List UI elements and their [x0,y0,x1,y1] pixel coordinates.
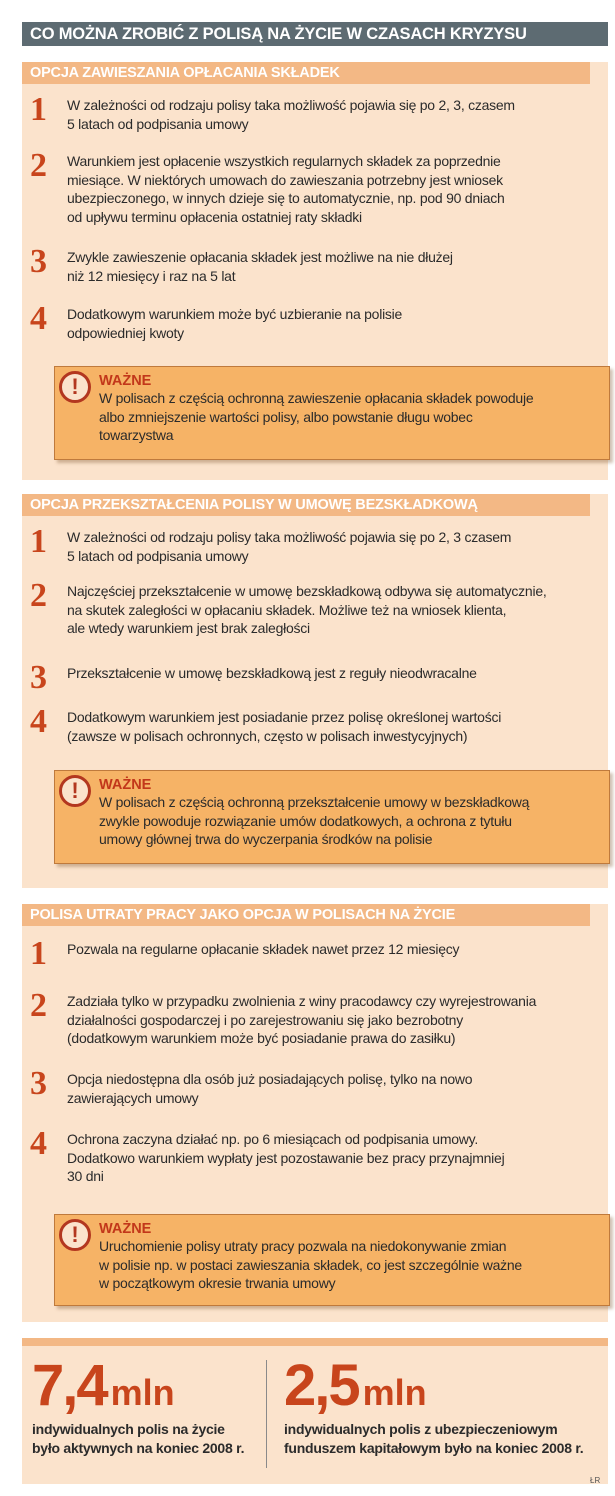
stat-unit: mln [110,1372,175,1413]
section-suspend-premiums [22,62,608,480]
section-header: POLISA UTRATY PRACY JAKO OPCJA W POLISACH NA ŻYCIE [22,904,590,926]
item-number: 4 [30,300,47,337]
note-title: WAŻNE [99,1221,152,1237]
item-number: 3 [30,1065,47,1102]
item-number: 1 [30,935,47,972]
item-text: Przekształcenie w umowę bezskładkową jest z reguły nieodwracalne [67,665,477,681]
note-title: WAŻNE [99,777,152,793]
stat-unit: mln [362,1372,427,1413]
statistics-panel [22,1338,608,1484]
section-job-loss-policy [22,904,608,1322]
exclamation-icon: ! [59,1219,91,1251]
stat-number: 2,5 [284,1353,359,1418]
exclamation-icon: ! [59,371,91,403]
section-header: OPCJA PRZEKSZTAŁCENIA POLISY W UMOWĘ BEZSKŁADKOWĄ [22,494,590,516]
item-text: Pozwala na regularne opłacanie składek nawet przez 12 miesięcy [67,941,460,957]
stat-column-divider [266,1360,267,1468]
item-number: 2 [30,987,47,1024]
important-note [54,770,610,864]
note-title: WAŻNE [99,373,152,389]
item-text: Warunkiem jest opłacenie wszystkich regularnych składek za poprzednie miesiące. W niektórych umowach do zawieszania potrzebny jest wniosek ubezpieczonego, w innych dzieje się to automatycznie, np. pod 90 dniach od upływu terminu opłacenia ostatniej raty składki [67,153,505,225]
item-number: 4 [30,703,47,740]
item-text: Zadziała tylko w przypadku zwolnienia z winy pracodawcy czy wyrejestrowania działalności gospodarczej i po zarejestrowaniu się jako bezrobotny (dodatkowym warunkiem może być posiadanie prawa do zasiłku) [67,993,537,1046]
item-number: 2 [30,147,47,184]
item-text: Zwykle zawieszenie opłacania składek jest możliwe na nie dłużej niż 12 miesięcy i raz na 5 lat [67,249,453,284]
item-text: Najczęściej przekształcenie w umowę bezskładkową odbywa się automatycznie, na skutek zaległości w opłacaniu składek. Możliwe też na wniosek klienta, ale wtedy warunkiem jest brak zaległości [67,583,547,636]
item-number: 4 [30,1125,47,1162]
item-text: Ochrona zaczyna działać np. po 6 miesiącach od podpisania umowy. Dodatkowo warunkiem wypłaty jest pozostawanie bez pracy przynajmniej 30 dni [67,1131,505,1184]
note-text: W polisach z częścią ochronną zawieszenie opłacania składek powoduje albo zmniejszenie wartości polisy, albo powstanie długu wobec towarzystwa [99,390,534,443]
author-credit: ŁR [590,1476,601,1485]
item-text: W zależności od rodzaju polisy taka możliwość pojawia się po 2, 3, czasem 5 latach od podpisania umowy [67,97,515,132]
item-text: Opcja niedostępna dla osób już posiadających polisę, tylko na nowo zawierających umowy [67,1071,473,1106]
stat-divider-bar [22,1338,608,1346]
item-number: 1 [30,91,47,128]
section-paid-up-conversion [22,494,608,888]
section-header: OPCJA ZAWIESZANIA OPŁACANIA SKŁADEK [22,62,590,84]
page-title: CO MOŻNA ZROBIĆ Z POLISĄ NA ŻYCIE W CZASACH KRYZYSU [22,22,608,46]
item-number: 2 [30,577,47,614]
item-number: 1 [30,523,47,560]
note-text: W polisach z częścią ochronną przekształcenie umowy w bezskładkową zwykle powoduje rozwiązanie umów dodatkowych, a ochrona z tytułu umowy głównej trwa do wyczerpania środków na polisie [99,794,530,847]
important-note [54,1214,610,1306]
item-text: W zależności od rodzaju polisy taka możliwość pojawia się po 2, 3 czasem 5 latach od podpisania umowy [67,529,512,564]
exclamation-icon: ! [59,775,91,807]
item-number: 3 [30,243,47,280]
stat-description: indywidualnych polis z ubezpieczeniowym funduszem kapitałowym było na koniec 2008 r. [284,1421,584,1456]
item-text: Dodatkowym warunkiem może być uzbieranie na polisie odpowiedniej kwoty [67,306,403,341]
note-text: Uruchomienie polisy utraty pracy pozwala na niedokonywanie zmian w polisie np. w postaci zawieszania składek, co jest szczególnie ważne w początkowym okresie trwania umowy [99,1238,522,1291]
stat-description: indywidualnych polis na życie było aktywnych na koniec 2008 r. [32,1421,245,1456]
item-number: 3 [30,659,47,696]
stat-number: 7,4 [32,1353,107,1418]
important-note [54,366,610,460]
item-text: Dodatkowym warunkiem jest posiadanie przez polisę określonej wartości (zawsze w polisach ochronnych, często w polisach inwestycyjnych) [67,709,502,744]
